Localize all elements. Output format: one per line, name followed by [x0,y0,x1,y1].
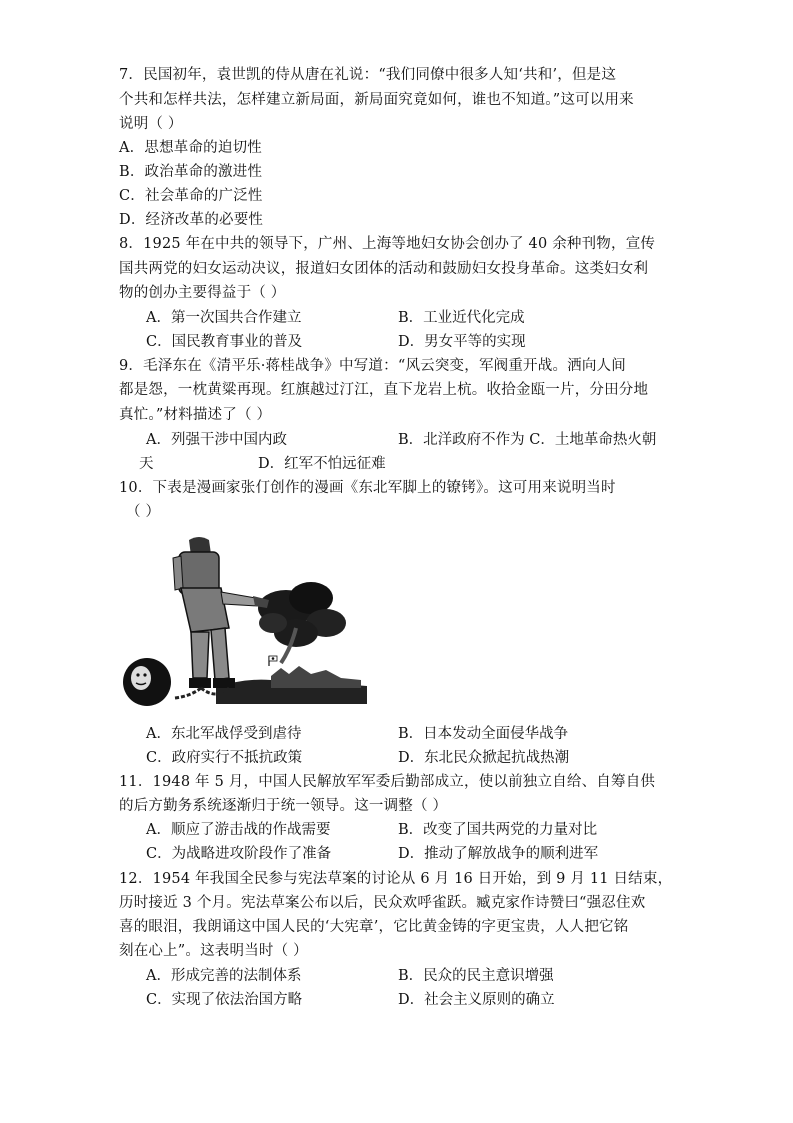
q7-option-b[interactable]: B．政治革命的激进性 [119,164,263,180]
q7-stem-line-2: 个共和怎样共法，怎样建立新局面，新局面究竟如何，谁也不知道。”这可以用来 [119,92,634,108]
q12-stem-line-1: 12．1954 年我国全民参与宪法草案的讨论从 6 月 16 日开始，到 9 月 11 日结束， [119,871,673,887]
q10-stem-line-2: （ ） [126,504,161,520]
q8-option-a[interactable]: A．第一次国共合作建立 [146,310,302,326]
q12-stem-line-4: 刻在心上”。这表明当时（ ） [119,943,308,959]
q9-option-b-c[interactable]: B．北洋政府不作为 C．土地革命热火朝 [398,432,657,448]
q9-stem-line-2: 都是怨，一枕黄粱再现。红旗越过汀江，直下龙岩上杭。收拾金瓯一片，分田分地 [119,382,649,398]
q10-option-d[interactable]: D．东北民众掀起抗战热潮 [398,750,570,766]
cartoon-image [121,528,367,722]
q11-stem-line-1: 11．1948 年 5 月，中国人民解放军军委后勤部成立，使以前独立自给、自筹自供 [119,774,656,790]
q11-option-b[interactable]: B．改变了国共两党的力量对比 [398,822,598,838]
q12-option-a[interactable]: A．形成完善的法制体系 [146,968,302,984]
q12-stem-line-3: 喜的眼泪，我朗诵这中国人民的‘大宪章’，它比黄金铸的字更宝贵，人人把它铭 [119,919,629,935]
q11-stem-line-2: 的后方勤务系统逐渐归于统一领导。这一调整（ ） [119,798,448,814]
q7-option-c[interactable]: C．社会革命的广泛性 [119,188,263,204]
q7-option-d[interactable]: D．经济改革的必要性 [119,212,264,228]
q7-option-a[interactable]: A．思想革命的迫切性 [119,140,262,156]
q10-option-b[interactable]: B．日本发动全面侵华战争 [398,726,569,742]
q7-stem-line-1: 7．民国初年，袁世凯的侍从唐在礼说：“我们同僚中很多人知‘共和’，但是这 [119,67,617,83]
q9-option-a[interactable]: A．列强干涉中国内政 [146,432,287,448]
q11-option-a[interactable]: A．顺应了游击战的作战需要 [146,822,331,838]
q8-option-b[interactable]: B．工业近代化完成 [398,310,525,326]
q10-stem-line-1: 10．下表是漫画家张仃创作的漫画《东北军脚上的镣铐》。这可用来说明当时 [119,480,616,496]
q8-option-d[interactable]: D．男女平等的实现 [398,334,526,350]
q8-stem-line-1: 8．1925 年在中共的领导下，广州、上海等地妇女协会创办了 40 余种刊物，宣传 [119,236,656,252]
q11-option-d[interactable]: D．推动了解放战争的顺利进军 [398,846,599,862]
q8-stem-line-2: 国共两党的妇女运动决议，报道妇女团体的活动和鼓励妇女投身革命。这类妇女利 [119,261,649,277]
q12-stem-line-2: 历时接近 3 个月。宪法草案公布以后，民众欢呼雀跃。臧克家作诗赞曰“强忍住欢 [119,895,646,911]
q10-option-a[interactable]: A．东北军战俘受到虐待 [146,726,302,742]
q8-stem-line-3: 物的创办主要得益于（ ） [119,285,286,301]
q9-stem-line-1: 9．毛泽东在《清平乐·蒋桂战争》中写道：“风云突变，军阀重开战。洒向人间 [119,358,626,374]
q11-option-c[interactable]: C．为战略进攻阶段作了准备 [146,846,332,862]
q7-stem-line-3: 说明（ ） [119,116,183,132]
q12-option-c[interactable]: C．实现了依法治国方略 [146,992,303,1008]
q9-stem-line-3: 真忙。”材料描述了（ ） [119,407,272,423]
q9-option-d[interactable]: D．红军不怕远征难 [258,456,386,472]
q8-option-c[interactable]: C．国民教育事业的普及 [146,334,303,350]
q12-option-d[interactable]: D．社会主义原则的确立 [398,992,555,1008]
q9-option-c-tail: 天 [139,456,154,472]
q12-option-b[interactable]: B．民众的民主意识增强 [398,968,554,984]
q10-option-c[interactable]: C．政府实行不抵抗政策 [146,750,303,766]
